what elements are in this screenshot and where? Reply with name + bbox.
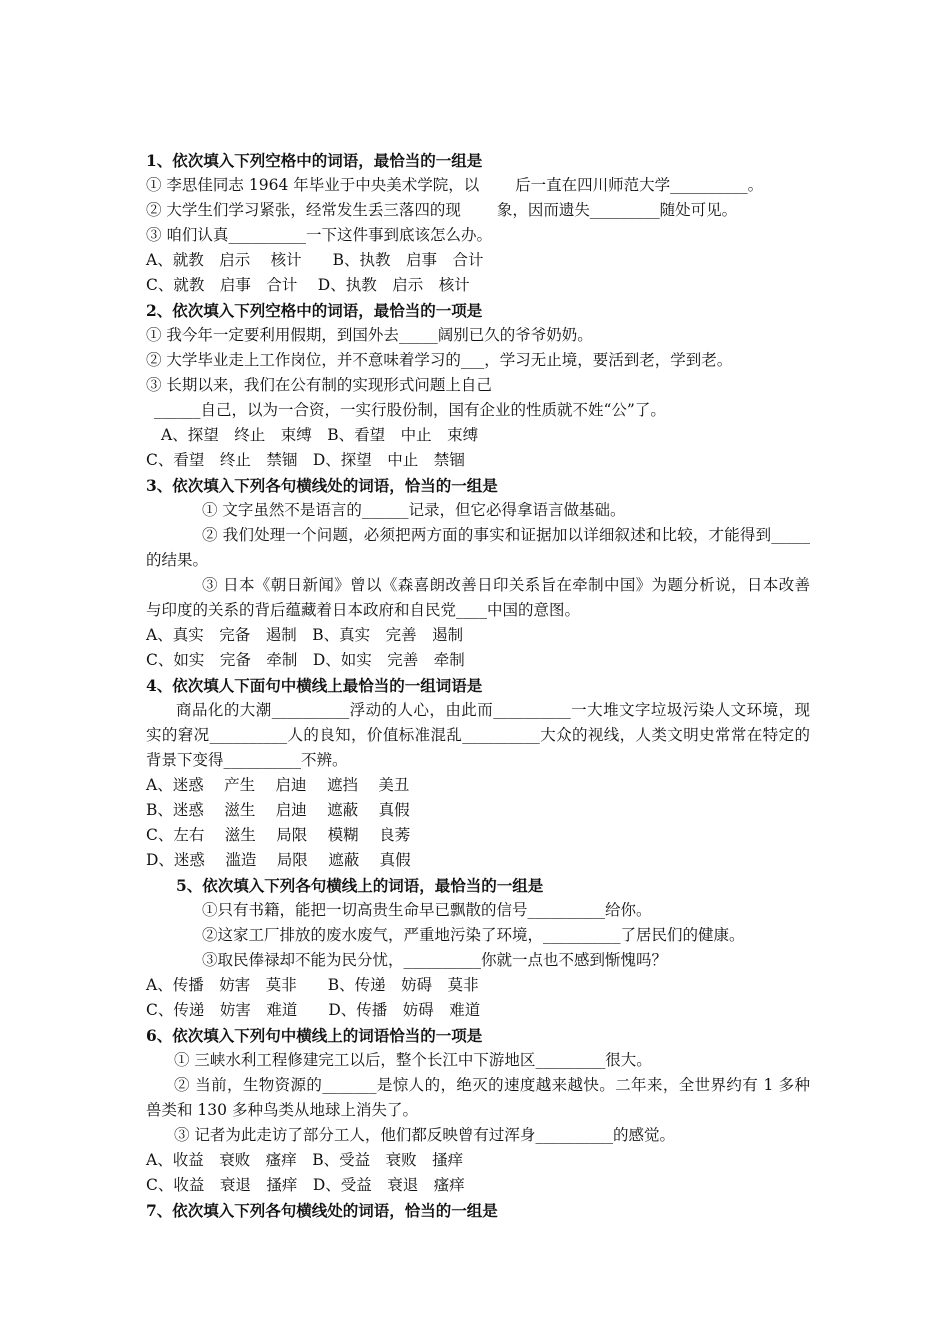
question-1-heading: 1、依次填入下列空格中的词语，最恰当的一组是 <box>146 151 483 170</box>
question-5-heading: 5、依次填入下列各句横线上的词语，最恰当的一组是 <box>176 876 544 895</box>
question-1-sentence-3: ③ 咱们认真__________一下这件事到底该怎么办。 <box>146 226 492 244</box>
question-3-sentence-2: ② 我们处理一个问题，必须把两方面的事实和证据加以详细叙述和比较，才能得到_____的结果。 <box>146 526 810 569</box>
document-body <box>146 148 810 1223</box>
question-7-heading: 7、依次填入下列各句横线处的词语，恰当的一组是 <box>146 1201 498 1220</box>
question-3-heading: 3、依次填入下列各句横线处的词语，恰当的一组是 <box>146 476 498 495</box>
question-1-sentence-1: ① 李思佳同志 1964 年毕业于中央美术学院，以 后一直在四川师范大学__________。 <box>146 176 764 194</box>
question-1-sentence-2: ② 大学生们学习紧张，经常发生丢三落四的现 象，因而遗失_________随处可见。 <box>146 201 738 219</box>
question-3-sentence-3: ③ 日本《朝日新闻》曾以《森喜朗改善日印关系旨在牵制中国》为题分析说，日本改善与印度的关系的背后蕴藏着日本政府和自民党____中国的意图。 <box>146 576 810 619</box>
question-4-heading: 4、依次填人下面句中横线上最恰当的一组词语是 <box>146 676 483 695</box>
question-2-heading: 2、依次填入下列空格中的词语，最恰当的一项是 <box>146 301 483 320</box>
question-4-option-c: C、左右 滋生 局限 模糊 良莠 <box>146 826 411 844</box>
question-6-options-ab: A、收益 衰败 瘙痒 B、受益 衰败 搔痒 <box>146 1151 464 1169</box>
question-3-sentence-1: ① 文字虽然不是语言的______记录，但它必得拿语言做基础。 <box>202 501 626 519</box>
question-2-sentence-2: ② 大学毕业走上工作岗位，并不意味着学习的___，学习无止境，要活到老，学到老。 <box>146 351 733 369</box>
question-4-option-d: D、迷惑 滥造 局限 遮蔽 真假 <box>146 851 411 869</box>
question-5-sentence-3: ③取民俸禄却不能为民分忧，__________你就一点也不感到惭愧吗？ <box>202 951 668 969</box>
question-4-option-a: A、迷惑 产生 启迪 遮挡 美丑 <box>146 776 410 794</box>
question-6-sentence-1: ① 三峡水利工程修建完工以后，整个长江中下游地区_________很大。 <box>174 1051 652 1069</box>
question-2-options-cd: C、看望 终止 禁锢 D、探望 中止 禁锢 <box>146 451 465 469</box>
question-2-sentence-3-continued: ______自己，以为一合资，一实行股份制，国有企业的性质就不姓“公”了。 <box>154 401 666 419</box>
question-2-sentence-1: ① 我今年一定要利用假期，到国外去_____阔别已久的爷爷奶奶。 <box>146 326 593 344</box>
question-4-option-b: B、迷惑 滋生 启迪 遮蔽 真假 <box>146 801 410 819</box>
question-2-sentence-3: ③ 长期以来，我们在公有制的实现形式问题上自己 <box>146 376 492 394</box>
question-5-sentence-1: ①只有书籍，能把一切高贵生命早已飘散的信号__________给你。 <box>202 901 652 919</box>
question-6-sentence-2: ② 当前，生物资源的_______是惊人的，绝灭的速度越来越快。二年来，全世界约有 1 多种兽类和 130 多种鸟类从地球上消失了。 <box>146 1076 811 1119</box>
question-3-options-cd: C、如实 完备 牵制 D、如实 完善 牵制 <box>146 651 465 669</box>
question-4-passage: 商品化的大潮__________浮动的人心，由此而__________一大堆文字垃圾污染人文环境，现实的窘况__________人的良知，价值标准混乱__________大众的视线，人类文明史常常在特定的背景下变得__________不辨。 <box>146 701 810 769</box>
question-6-sentence-3: ③ 记者为此走访了部分工人，他们都反映曾有过浑身__________的感觉。 <box>174 1126 675 1144</box>
question-3-options-ab: A、真实 完备 遏制 B、真实 完善 遏制 <box>146 626 464 644</box>
question-5-options-cd: C、传递 妨害 难道 D、传播 妨碍 难道 <box>146 1001 481 1019</box>
question-6-options-cd: C、收益 衰退 搔痒 D、受益 衰退 瘙痒 <box>146 1176 465 1194</box>
question-1-options-ab: A、就教 启示 核计 B、执教 启事 合计 <box>146 251 484 269</box>
question-1-options-cd: C、就教 启事 合计 D、执教 启示 核计 <box>146 276 470 294</box>
question-6-heading: 6、依次填入下列句中横线上的词语恰当的一项是 <box>146 1026 483 1045</box>
question-2-options-ab: A、探望 终止 束缚 B、看望 中止 束缚 <box>161 426 479 444</box>
question-5-sentence-2: ②这家工厂排放的废水废气，严重地污染了环境，__________了居民们的健康。 <box>202 926 745 944</box>
question-5-options-ab: A、传播 妨害 莫非 B、传递 妨碍 莫非 <box>146 976 479 994</box>
